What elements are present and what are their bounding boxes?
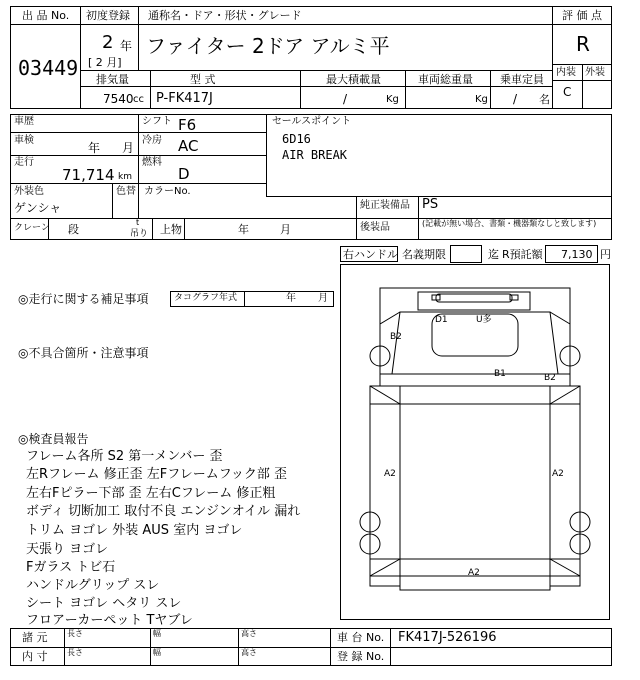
- overall-grade: R: [576, 32, 590, 56]
- exterior-color-label: 外装色: [14, 186, 44, 197]
- spec-div-3: [405, 70, 406, 109]
- history-label: 車歴: [14, 116, 34, 127]
- shift-label: シフト: [142, 116, 172, 127]
- info-row-3: [10, 183, 266, 184]
- keep-label: 迄: [488, 248, 499, 261]
- name-change-label: 名義期限: [402, 248, 446, 261]
- aftermarket-note: (記載が無い場合、書類・機器類なしと致します): [422, 219, 597, 228]
- header-top-divider: [80, 24, 552, 25]
- shift-value: F6: [178, 116, 197, 134]
- crane-div-2: [152, 218, 153, 240]
- first-reg-month: [ 2 月]: [88, 56, 122, 69]
- defects-label: ◎不具合箇所・注意事項: [18, 346, 149, 360]
- tacho-label: タコグラフ年式: [174, 293, 238, 303]
- sales-point-1: 6D16: [282, 132, 311, 146]
- windshield: [436, 294, 512, 302]
- inspector-line-8: ハンドルグリップ スレ: [26, 578, 160, 593]
- footer-div-1: [64, 628, 65, 666]
- chassis-number: FK417J-526196: [398, 630, 497, 645]
- model-label: 型 式: [190, 73, 216, 86]
- int-ext-label-divider: [552, 80, 612, 81]
- info-div-left: [138, 114, 139, 218]
- damage-label-a2-rear: A2: [468, 568, 480, 578]
- footer-div-4: [330, 628, 331, 666]
- info-row-equip: [266, 196, 612, 197]
- inspector-line-4: ボディ 切断加工 取付不良 エンジンオイル 漏れ: [26, 504, 301, 519]
- inspector-line-3: 左右Fピラー下部 歪 左右Cフレーム 修正粗: [26, 486, 276, 501]
- aftermarket-label: 後装品: [360, 222, 390, 233]
- gross-weight-unit: Kg: [475, 94, 488, 105]
- upper-month: 月: [280, 223, 291, 236]
- header-year-divider: [138, 6, 139, 70]
- ac-value: AC: [178, 137, 199, 155]
- footer-height-label-1: 高さ: [241, 629, 257, 638]
- inspector-line-9: シート ヨゴレ ヘタリ スレ: [26, 596, 182, 611]
- tacho-div: [244, 291, 245, 307]
- info-div-right: [266, 114, 267, 196]
- sales-point-2: AIR BREAK: [282, 148, 348, 162]
- footer-width-label-2: 幅: [153, 648, 161, 657]
- footer-width-label-1: 幅: [153, 629, 161, 638]
- footer-div-3: [238, 628, 239, 666]
- deposit-value: 7,130: [561, 248, 593, 261]
- inspector-line-2: 左Rフレーム 修正歪 左Fフレームフック部 歪: [26, 467, 287, 482]
- max-load-label: 最大積載量: [326, 73, 381, 86]
- displacement-value: 7540: [103, 92, 134, 106]
- equip-label-div: [418, 196, 419, 240]
- displacement-label: 排気量: [96, 73, 129, 86]
- gross-weight-label: 車両総重量: [418, 73, 473, 86]
- exterior-label: 外装: [585, 67, 605, 78]
- year-char: 年: [120, 39, 133, 53]
- header-divider: [10, 24, 80, 25]
- capacity-unit: 名: [539, 93, 550, 106]
- driving-notes-label: ◎走行に関する補足事項: [18, 292, 149, 306]
- roof-marker: [510, 295, 518, 300]
- header-lot-divider: [80, 6, 81, 109]
- cab-body: [392, 312, 558, 374]
- fuel-label: 燃料: [142, 157, 162, 168]
- mileage-value: 71,714: [62, 166, 115, 184]
- rear-bumper: [400, 576, 550, 590]
- inspector-line-5: トリム ヨゴレ 外装 AUS 室内 ヨゴレ: [26, 523, 243, 538]
- mileage-unit: km: [118, 172, 132, 182]
- rhd-label: 右ハンドル: [343, 248, 398, 261]
- damage-label-d1: D1: [435, 315, 448, 325]
- bed-inner: [400, 404, 550, 559]
- equip-div: [356, 196, 357, 240]
- chassis-label: 車 台 No.: [337, 631, 385, 644]
- spec-div-4: [490, 70, 491, 109]
- capacity-slash: /: [513, 92, 518, 106]
- spec-div-2: [300, 70, 301, 109]
- footer-spec-label: 諸 元: [22, 631, 48, 644]
- mileage-label: 走行: [14, 157, 34, 168]
- first-reg-label: 初度登録: [86, 9, 130, 22]
- capacity-label: 乗車定員: [500, 73, 544, 86]
- int-ext-divider: [582, 64, 583, 109]
- crane-div-3: [184, 218, 185, 240]
- damage-label-b2-right: B2: [544, 373, 556, 383]
- stage-label: 段: [68, 223, 79, 236]
- inspector-label: ◎検査員報告: [18, 432, 89, 446]
- inspector-line-6: 天張り ヨゴレ: [26, 542, 109, 557]
- info-row-1: [10, 132, 266, 133]
- footer-mid: [10, 647, 612, 648]
- interior-label: 内装: [556, 67, 576, 78]
- tacho-year: 年: [286, 293, 296, 304]
- footer-length-label-1: 長さ: [67, 629, 83, 638]
- max-load-slash: /: [343, 92, 348, 106]
- deposit-unit: 円: [600, 248, 611, 261]
- max-load-unit: Kg: [386, 94, 399, 105]
- name-label: 通称名・ドア・形状・グレード: [148, 9, 302, 22]
- footer-height-label-2: 高さ: [241, 648, 257, 657]
- genuine-equip-value: PS: [422, 197, 439, 212]
- model-value: P-FK417J: [156, 91, 213, 106]
- damage-label-b2-left: B2: [390, 332, 402, 342]
- tacho-month: 月: [318, 293, 328, 304]
- ac-label: 冷房: [142, 135, 162, 146]
- lot-label: 出 品 No.: [22, 9, 70, 22]
- damage-label-u: U多: [476, 315, 492, 325]
- spec-div-1: [150, 70, 151, 109]
- footer-length-label-2: 長さ: [67, 648, 83, 657]
- inspection-year: 年: [88, 141, 101, 155]
- truck-diagram: [340, 264, 610, 620]
- ton-label: t: [136, 218, 140, 227]
- displacement-unit: cc: [133, 94, 144, 105]
- registration-label: 登 録 No.: [337, 650, 385, 663]
- footer-div-5: [390, 628, 391, 666]
- lift-label: 吊り: [130, 229, 149, 239]
- deposit-label: R預託額: [502, 248, 543, 261]
- lot-number: 03449: [18, 56, 79, 80]
- inspection-label: 車検: [14, 135, 34, 146]
- inspector-line-10: フロアーカーペット Tヤブレ: [26, 613, 193, 628]
- car-name: ファイター 2ドア アルミ平: [146, 34, 390, 58]
- color-change-label: 色替: [116, 186, 136, 197]
- grade-label: 評 価 点: [562, 9, 602, 22]
- name-change-box: [450, 245, 482, 263]
- color-no-label: カラーNo.: [144, 186, 191, 197]
- inspector-line-1: フレーム各所 S2 第一メンバー 歪: [26, 449, 223, 464]
- bed-outline: [370, 386, 580, 576]
- header-grade-divider: [552, 6, 553, 109]
- crane-label: クレーン: [14, 223, 50, 233]
- damage-label-a2-right: A2: [552, 469, 564, 479]
- bed-front-fold: [370, 386, 580, 404]
- bed-corners: [370, 386, 580, 576]
- damage-label-a2-left: A2: [384, 469, 396, 479]
- inspector-line-7: Fガラス トビ石: [26, 560, 116, 575]
- cab-right-side: [550, 312, 570, 374]
- fuel-value: D: [178, 165, 190, 183]
- cab-outline: [380, 288, 570, 386]
- cab-left-side: [380, 312, 400, 374]
- info-row-2: [10, 155, 266, 156]
- inspection-month: 月: [122, 141, 135, 155]
- genuine-equip-label: 純正装備品: [360, 200, 410, 211]
- footer-div-2: [150, 628, 151, 666]
- footer-inner-label: 内 寸: [22, 650, 48, 663]
- upper-label: 上物: [160, 223, 182, 236]
- sales-points-label: セールスポイント: [272, 116, 352, 127]
- exterior-color-value: ゲンシャ: [14, 201, 62, 215]
- interior-grade: C: [563, 85, 572, 99]
- color-no-div: [112, 183, 113, 218]
- upper-year: 年: [238, 223, 249, 236]
- damage-label-b1: B1: [494, 369, 506, 379]
- first-reg-year: 2: [102, 32, 114, 53]
- grade-divider: [552, 24, 612, 25]
